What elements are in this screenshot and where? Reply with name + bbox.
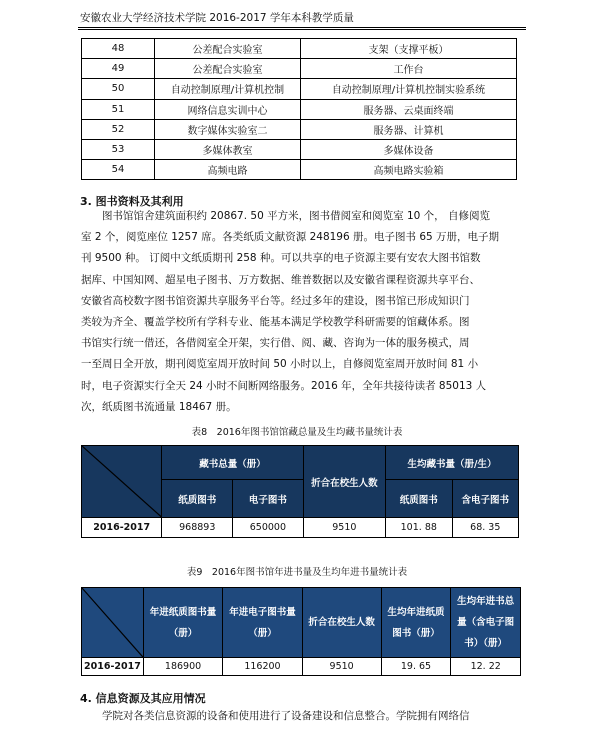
table-row <box>82 39 517 59</box>
table-cell: 53 <box>82 139 155 159</box>
table-cell: 支架（支撑平板） <box>301 39 517 59</box>
section3-paragraph <box>81 206 523 418</box>
table8-cell: 9510 <box>303 518 385 538</box>
header-rule <box>78 27 526 28</box>
table9-cell: 19. 65 <box>381 658 451 676</box>
table-row <box>82 99 517 119</box>
paragraph-line: 类较为齐全、覆盖学校所有学科专业、能基本满足学校教学科研需要的馆藏体系。图 <box>81 316 470 329</box>
table-cell: 50 <box>82 79 155 99</box>
header-rule-2 <box>78 29 526 30</box>
table8-header-total: 藏书总量（册） <box>162 446 303 480</box>
table8-header-per: 生均藏书量（册/生） <box>386 446 519 480</box>
table8-diagonal-cell <box>82 446 162 518</box>
table8-header-per-paper: 纸质图书 <box>386 480 453 518</box>
table-cell: 服务器、计算机 <box>301 119 517 139</box>
table-cell: 49 <box>82 59 155 79</box>
table8-cell: 2016-2017 <box>82 518 162 538</box>
table9-cell: 9510 <box>302 658 381 676</box>
table-cell: 工作台 <box>301 59 517 79</box>
table-cell: 高频电路实验箱 <box>301 160 517 180</box>
table8-cell: 650000 <box>233 518 304 538</box>
paragraph-line: 次，纸质图书流通量 18467 册。 <box>81 400 237 413</box>
table9-header-5: 生均年进书总量（含电子图书）（册） <box>451 588 521 658</box>
table-cell: 54 <box>82 160 155 180</box>
page-header: 安徽农业大学经济技术学院 2016-2017 学年本科教学质量 <box>80 12 354 24</box>
paragraph-line: 据库、中国知网、超星电子图书、万方数据、维普数据以及安徽省课程资源共享平台、 <box>81 273 480 286</box>
table9-diagonal-cell <box>82 588 144 658</box>
table-cell: 51 <box>82 99 155 119</box>
table8 <box>81 445 519 538</box>
table-cell: 自动控制原理/计算机控制 <box>155 79 301 99</box>
paragraph-line: 刊 9500 种。 订阅中文纸质期刊 258 种。可以共享的电子资源主要有安农大图书馆数 <box>81 252 481 265</box>
table9-header-4: 生均年进纸质图书（册） <box>381 588 451 658</box>
table9 <box>81 587 521 676</box>
section4-line: 学院对各类信息资源的设备和使用进行了设备建设和信息整合。学院拥有网络信 <box>102 710 470 722</box>
table8-header-ebook: 电子图书 <box>233 480 304 518</box>
table-cell: 公差配合实验室 <box>155 59 301 79</box>
table9-caption: 表9 2016年图书馆年进书量及生均年进书量统计表 <box>186 567 408 578</box>
table9-cell: 116200 <box>223 658 302 676</box>
table8-cell: 68. 35 <box>452 518 518 538</box>
table-cell: 52 <box>82 119 155 139</box>
paragraph-line: 室 2 个，阅览座位 1257 席。各类纸质文献资源 248196 册。电子图书 65 万册，电子期 <box>81 231 500 244</box>
table9-header-2: 年进电子图书量（册） <box>223 588 302 658</box>
table-row <box>82 59 517 79</box>
table8-cell: 968893 <box>162 518 233 538</box>
table-cell: 48 <box>82 39 155 59</box>
table-cell: 网络信息实训中心 <box>155 99 301 119</box>
table-cell: 数字媒体实验室二 <box>155 119 301 139</box>
paragraph-line: 时，电子资源实行全天 24 小时不间断网络服务。2016 年，全年共接待读者 85013 人 <box>81 379 487 392</box>
paragraph-line: 图书馆馆舍建筑面积约 20867. 50 平方米，图书借阅室和阅览室 10 个， 自修阅览 <box>102 210 490 222</box>
table9-cell: 12. 22 <box>451 658 521 676</box>
section4-heading: 4. 信息资源及其应用情况 <box>80 692 206 705</box>
section3-heading: 3. 图书资料及其利用 <box>80 195 184 208</box>
paragraph-line: 一至周日全开放，期刊阅览室周开放时间 50 小时以上，自修阅览室周开放时间 81 小 <box>81 358 479 371</box>
table9-header-1: 年进纸质图书量（册） <box>143 588 222 658</box>
table8-header-paper: 纸质图书 <box>162 480 233 518</box>
table8-header-per-all: 含电子图书 <box>452 480 518 518</box>
lab-equipment-table <box>81 38 517 180</box>
table-row <box>82 160 517 180</box>
paragraph-line: 安徽省高校数字图书馆资源共享服务平台等。经过多年的建设，图书馆已形成知识门 <box>81 294 470 307</box>
paragraph-line: 书馆实行统一借还，各借阅室全开架，实行借、阅、藏、咨询为一体的服务模式，周 <box>81 337 470 350</box>
table-cell: 多媒体教室 <box>155 139 301 159</box>
table-row <box>82 79 517 99</box>
table-cell: 自动控制原理/计算机控制实验系统 <box>301 79 517 99</box>
table-row <box>82 119 517 139</box>
table-cell: 多媒体设备 <box>301 139 517 159</box>
table-row <box>82 139 517 159</box>
table-cell: 公差配合实验室 <box>155 39 301 59</box>
table9-cell: 2016-2017 <box>82 658 144 676</box>
table8-caption: 表8 2016年图书馆馆藏总量及生均藏书量统计表 <box>191 427 403 438</box>
table8-cell: 101. 88 <box>386 518 453 538</box>
table-cell: 高频电路 <box>155 160 301 180</box>
table9-header-3: 折合在校生人数 <box>302 588 381 658</box>
table9-cell: 186900 <box>143 658 222 676</box>
section4-paragraph <box>81 706 523 727</box>
table8-header-students: 折合在校生人数 <box>303 446 385 518</box>
table-cell: 服务器、云桌面终端 <box>301 99 517 119</box>
